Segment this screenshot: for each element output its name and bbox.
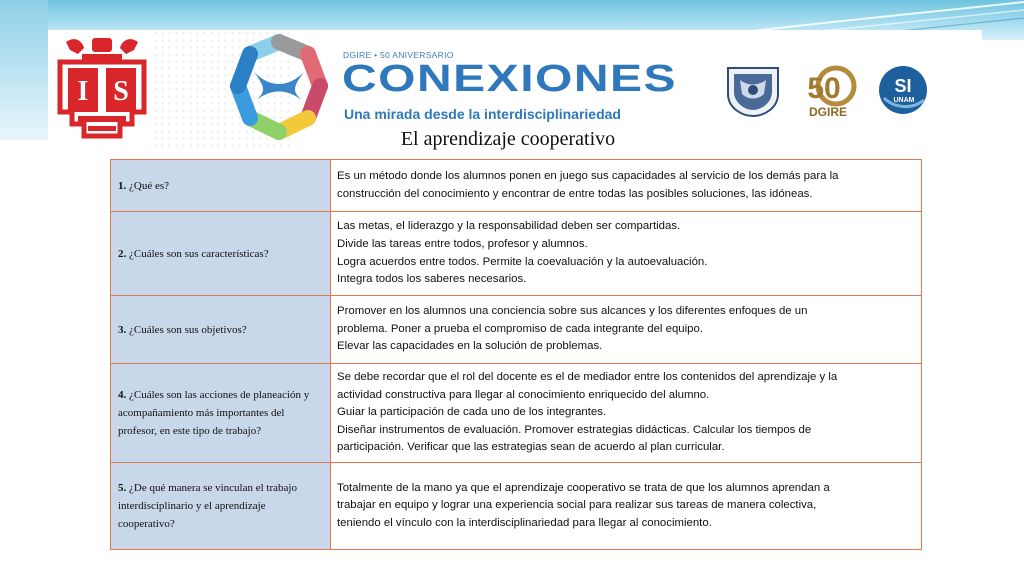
answer-line: problema. Poner a prueba el compromiso de cada integrante del equipo. xyxy=(337,322,703,335)
answer-line: trabajar en equipo y lograr una experiencia social para realizar sus tareas de manera colectiva, xyxy=(337,499,817,512)
question-cell xyxy=(111,296,331,364)
si-subtext: UNAM xyxy=(893,97,915,104)
question-cell xyxy=(111,160,331,212)
answer-line: Se debe recordar que el rol del docente es el de mediador entre los contenidos del aprendizaje y la xyxy=(337,371,838,384)
answer-line: teniendo el vínculo con la interdisciplinariedad para llegar al conocimiento. xyxy=(337,516,712,529)
question-text: ¿De qué manera se vinculan el trabajo interdisciplinario y el aprendizaje cooperativo? xyxy=(118,482,297,530)
question-number: 2. xyxy=(118,247,127,260)
answer-line: participación. Verificar que las estrategias sean de acuerdo al plan curricular. xyxy=(337,441,725,454)
page-title: El aprendizaje cooperativo xyxy=(400,128,616,150)
table-row xyxy=(111,463,922,550)
answer-line: Las metas, el liderazgo y la responsabilidad deben ser compartidas. xyxy=(337,220,681,233)
question-text: ¿Cuáles son las acciones de planeación y acompañamiento más importantes del profesor, en este tipo de trabajo? xyxy=(118,389,310,437)
question-number: 5. xyxy=(118,482,127,494)
question-text: ¿Qué es? xyxy=(129,179,170,192)
question-cell xyxy=(111,212,331,296)
conexiones-small-label: DGIRE • 50 ANIVERSARIO xyxy=(343,50,454,60)
table-row xyxy=(111,296,922,364)
dgire-50-logo-icon xyxy=(794,64,862,118)
table-row xyxy=(111,364,922,463)
answer-line: actividad constructiva para llegar al conocimiento enriquecido del alumno. xyxy=(337,388,710,401)
table-row xyxy=(111,160,922,212)
side-decor-band xyxy=(0,0,48,140)
answer-line: Integra todos los saberes necesarios. xyxy=(337,273,527,286)
conexiones-subtitle: Una mirada desde la interdisciplinariedad xyxy=(344,106,621,122)
question-number: 4. xyxy=(118,389,127,401)
answer-cell xyxy=(331,364,922,463)
table-row xyxy=(111,212,922,296)
answer-line: Logra acuerdos entre todos. Permite la coevaluación y la autoevaluación. xyxy=(337,255,708,268)
question-number: 1. xyxy=(118,179,127,192)
answer-line: Divide las tareas entre todos, profesor y alumnos. xyxy=(337,237,588,250)
answer-cell xyxy=(331,463,922,550)
qa-table xyxy=(110,159,922,550)
answer-line: Guiar la participación de cada uno de los integrantes. xyxy=(337,406,607,419)
answer-cell xyxy=(331,296,922,364)
dgire-number: 50 xyxy=(807,72,841,105)
answer-line: Es un método donde los alumnos ponen en juego sus capacidades al servicio de los demás para la xyxy=(337,169,839,182)
si-unam-logo-icon xyxy=(874,64,932,118)
si-text: SI xyxy=(894,76,912,96)
answer-line: Elevar las capacidades en la solución de problemas. xyxy=(337,340,603,353)
question-text: ¿Cuáles son sus objetivos? xyxy=(129,323,247,336)
answer-line: Diseñar instrumentos de evaluación. Promover estrategias didácticas. Calcular los tiempos de xyxy=(337,423,812,436)
unam-shield-icon xyxy=(724,64,782,118)
answer-line: Promover en los alumnos una conciencia sobre sus alcances y los diferentes enfoques de un xyxy=(337,305,808,318)
question-cell xyxy=(111,463,331,550)
answer-line: construcción del conocimiento y encontrar de entre todas las posibles soluciones, las idóneas. xyxy=(337,187,813,200)
answer-cell xyxy=(331,212,922,296)
answer-cell xyxy=(331,160,922,212)
question-number: 3. xyxy=(118,323,127,336)
crest-letter-left: I xyxy=(77,76,89,107)
question-cell xyxy=(111,364,331,463)
dgire-text: DGIRE xyxy=(808,105,848,118)
conexiones-title: CONEXIONES xyxy=(342,57,678,100)
school-crest-icon xyxy=(52,32,152,142)
crest-letter-right: S xyxy=(113,76,129,107)
answer-line: Totalmente de la mano ya que el aprendizaje cooperativo se trata de que los alumnos aprendan a xyxy=(337,481,830,494)
question-text: ¿Cuáles son sus características? xyxy=(129,247,269,260)
